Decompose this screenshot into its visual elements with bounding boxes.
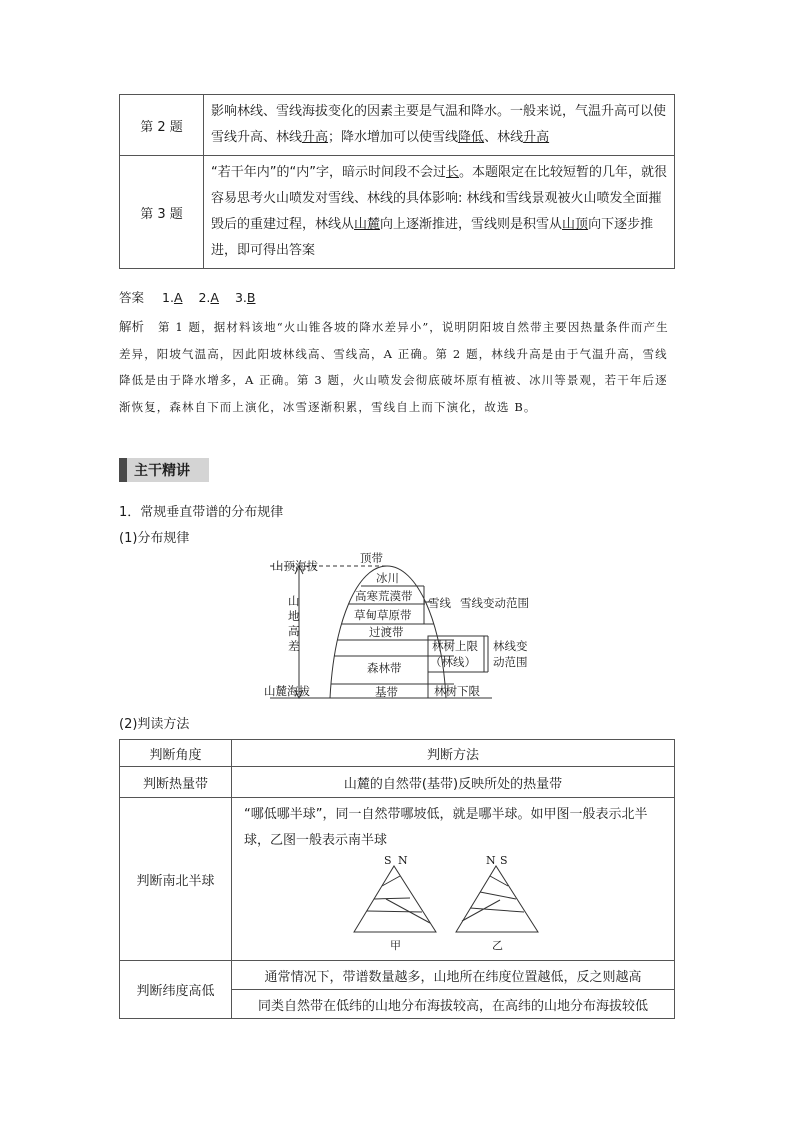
triangle-yi: [456, 866, 538, 932]
heading-distribution-rule: (1)分布规律: [119, 531, 190, 546]
row-label: 第 3 题: [120, 156, 204, 269]
header-cell: 判断方法: [232, 740, 675, 767]
answer-line: 答案 1.A 2.A 3.B: [119, 290, 256, 305]
row-label: 第 2 题: [120, 95, 204, 156]
direction-label: N: [486, 854, 496, 867]
table-row: [120, 767, 675, 798]
figure-caption: 乙: [492, 939, 503, 952]
row-text: “若干年内”的“内”字，暗示时间段不会过长。本题限定在比较短暂的几年，就很容易思考火山喷发对雪线、林线的具体影响: 林线和雪线景观被火山喷发全面摧毁后的重建过程，林线从山麓向上逐渐推进，雪线则是积雪从山顶向下逐步推进，即可得出答案: [204, 156, 675, 269]
direction-label: S: [384, 854, 392, 867]
height-label: 山: [288, 594, 300, 608]
treeline-range-label: 林线变: [493, 639, 528, 653]
height-label: 高: [288, 624, 300, 638]
heading-vertical-zonation: 1．常规垂直带谱的分布规律: [119, 505, 284, 520]
row-text: 影响林线、雪线海拔变化的因素主要是气温和降水。一般来说，气温升高可以使雪线升高、林线升高；降水增加可以使雪线降低、林线升高: [204, 95, 675, 156]
row-label: 判断纬度高低: [120, 961, 232, 1019]
row-label: 判断南北半球: [120, 798, 232, 961]
height-label: 差: [288, 639, 300, 653]
snowline-range-label: 雪线变动范围: [460, 596, 529, 610]
belt-label: 高寒荒漠带: [355, 589, 413, 603]
belt-label: 基带: [375, 685, 398, 699]
triangle-jia: [354, 866, 436, 932]
base-altitude-label: 山麓海拔: [264, 684, 310, 698]
snowline-label: 雪线: [428, 596, 451, 610]
top-belt-label: 顶带: [360, 552, 383, 565]
direction-label: N: [398, 854, 408, 867]
header-cell: 判断角度: [120, 740, 232, 767]
tree-upper-label: 林树上限: [432, 639, 478, 653]
belt-label: 草甸草原带: [354, 608, 412, 622]
tree-lower-label: 林树下限: [434, 684, 480, 698]
top-altitude-label: 山顶海拔: [272, 559, 318, 573]
belt-label: 冰川: [376, 571, 399, 585]
question-explanation-table: [119, 94, 675, 269]
row-label: 判断热量带: [120, 767, 232, 798]
heading-reading-method: (2)判读方法: [119, 717, 190, 732]
section-marker: [119, 458, 127, 482]
figure-caption: 甲: [390, 939, 401, 952]
belt-label: 森林带: [367, 661, 402, 675]
hemisphere-figures: [350, 854, 550, 952]
vertical-zonation-diagram: [262, 552, 562, 704]
table-row: [120, 156, 675, 269]
analysis-paragraph: 解析 第 1 题，据材料该地“火山锥各坡的降水差异小”，说明阴阳坡自然带主要因热量条件而产生差异，阳坡气温高，因此阳坡林线高、雪线高，A 正确。第 2 题，林线升高是由于气温升高，雪线降低是由于降水增多，A 正确。第 3 题，火山喷发会彻底破坏原有植被、冰川等景观，若干年后逐渐恢复，森林自下而上演化，冰雪逐渐积累，雪线自上而下演化，故选 B。: [119, 319, 669, 414]
row-text: 同类自然带在低纬的山地分布海拔较高，在高纬的山地分布海拔较低: [232, 990, 675, 1019]
table-row: [120, 798, 675, 961]
table-row: [120, 95, 675, 156]
treeline-label: （林线）: [430, 655, 476, 669]
method-table: [119, 739, 675, 1019]
row-text: 通常情况下，带谱数量越多，山地所在纬度位置越低，反之则越高: [232, 961, 675, 990]
table-row: [120, 961, 675, 990]
row-text: “哪低哪半球”，同一自然带哪坡低，就是哪半球。如甲图一般表示北半球，乙图一般表示南半球 S N 甲 N S 乙: [232, 798, 675, 961]
direction-label: S: [500, 854, 508, 867]
height-label: 地: [288, 609, 300, 623]
treeline-range-label: 动范围: [493, 655, 528, 669]
table-header-row: [120, 740, 675, 767]
section-title: 主干精讲: [134, 463, 190, 479]
belt-label: 过渡带: [369, 625, 404, 639]
row-text: 山麓的自然带(基带)反映所处的热量带: [232, 767, 675, 798]
